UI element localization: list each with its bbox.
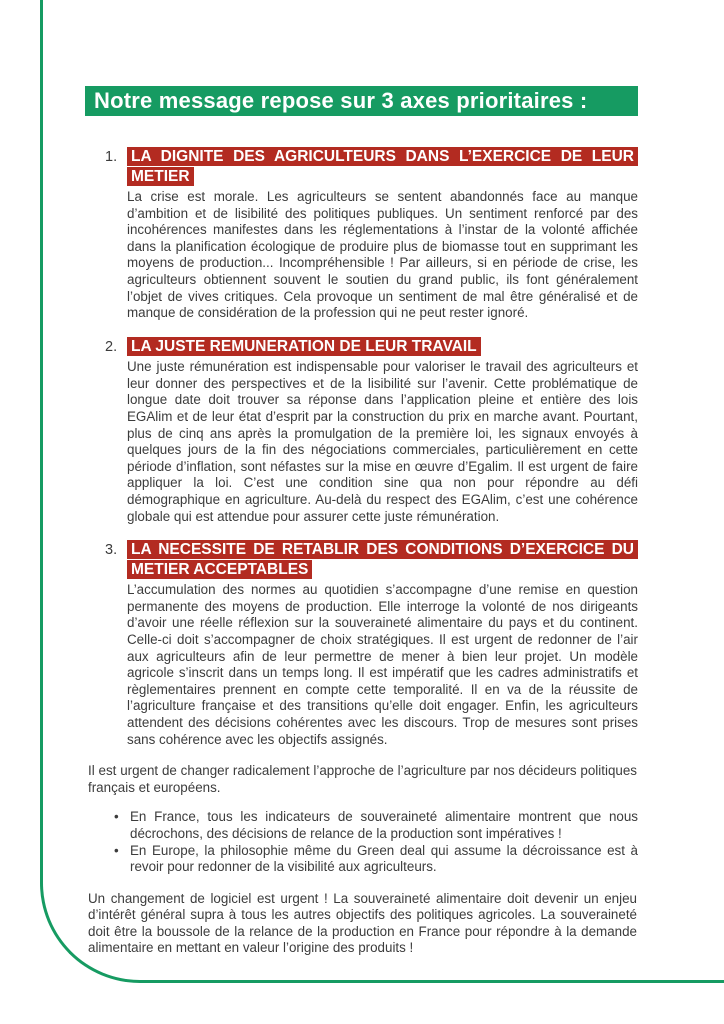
page-title-banner (85, 86, 638, 116)
bullet-list (85, 809, 638, 875)
section-3-title-text: LA NECESSITE DE RETABLIR DES CONDITIONS D’EXERCICE DU METIER ACCEPTABLES (127, 540, 638, 579)
section-3-number: 3. (105, 542, 118, 559)
closing-paragraph: Un changement de logiciel est urgent ! La souveraineté alimentaire doit devenir un enjeu d’intérêt général supra à tous les autres objectifs des politiques agricoles. La souveraineté doit être la boussole de la relance de la production en France pour répondre à la demande alimentaire en mettant en valeur l’origine des produits ! (88, 890, 637, 956)
section-1-paragraph: La crise est morale. Les agriculteurs se sentent abandonnés face au manque d’ambition et de lisibilité des politiques publiques. Un sentiment renforcé par des incohérences manifestes dans les réglementations à l’instar de la volonté affichée dans la planification écologique de produire plus de biomasse tout en supprimant les moyens de production... Incompréhensible ! Par ailleurs, si en période de crise, les agriculteurs obtiennent souvent le soutien du grand public, ils font généralement l’objet de vives critiques. Cela provoque un sentiment de mal être généralisé et de manque de considération de la profession qui ne peut rester ignoré. (127, 189, 638, 321)
bullet-item-europe (114, 843, 638, 876)
section-3 (85, 540, 638, 748)
section-1-title-text: LA DIGNITE DES AGRICULTEURS DANS L’EXERCICE DE LEUR METIER (127, 147, 638, 186)
bullet-item-france-text: En France, tous les indicateurs de souveraineté alimentaire montrent que nous décrochons, des décisions de relance de la production sont impératives ! (130, 809, 638, 841)
bullet-item-europe-text: En Europe, la philosophie même du Green deal qui assume la décroissance est à revoir pour redonner de la visibilité aux agriculteurs. (130, 842, 638, 875)
page-content (85, 86, 638, 957)
section-2-paragraph: Une juste rémunération est indispensable pour valoriser le travail des agriculteurs et leur donner des perspectives et de la lisibilité sur l’avenir. Cette problématique de longue date doit trouver sa réponse dans l’application pleine et entière des lois EGAlim et de leur état d’esprit par la construction du prix en marche avant. Pourtant, plus de cinq ans après la promulgation de la première loi, les signaux envoyés à quelques jours de la fin des négociations commerciales, particulièrement en cette période d’inflation, sont néfastes sur la mise en œuvre d’Egalim. Il est urgent de faire appliquer la loi. C’est une condition sine qua non pour répondre au défi démographique en agriculture. Au-delà du respect des EGAlim, c’est une cohérence globale qui est attendue pour assurer cette juste rémunération. (127, 359, 638, 524)
section-1-title (127, 147, 638, 186)
section-2-body (127, 337, 638, 525)
section-2-title-text: LA JUSTE REMUNERATION DE LEUR TRAVAIL (127, 337, 481, 356)
section-2-number: 2. (105, 338, 118, 355)
page-title: Notre message repose sur 3 axes prioritaires : (94, 88, 588, 113)
section-2 (85, 337, 638, 525)
section-3-body (127, 540, 638, 748)
section-1 (85, 147, 638, 322)
bullet-icon: • (114, 842, 119, 858)
intro-paragraph: Il est urgent de changer radicalement l’approche de l’agriculture par nos décideurs politiques français et européens. (88, 763, 637, 795)
bullet-icon: • (114, 809, 119, 825)
section-3-title (127, 540, 638, 579)
section-2-title (127, 337, 638, 357)
section-1-body (127, 147, 638, 322)
section-3-paragraph: L’accumulation des normes au quotidien s’accompagne d’une remise en question permanente des moyens de production. Elle interroge la volonté de nos dirigeants d’avoir une réelle réflexion sur la souveraineté alimentaire du pays et du continent. Celle-ci doit s’accompagner de choix stratégiques. Il est urgent de redonner de l’air aux agriculteurs afin de leur permettre de mener à bien leur projet. Un modèle agricole s’inscrit dans un temps long. Il est impératif que les cadres administratifs et règlementaires prennent en compte cette temporalité. Il en va de la réussite de l’agriculture française et des transitions qu’elle doit engager. Enfin, les agriculteurs attendent des décisions cohérentes avec les discours. Trop de mesures sont prises sans cohérence avec les objectifs assignés. (127, 582, 638, 747)
bullet-item-france (114, 809, 638, 842)
section-1-number: 1. (105, 149, 118, 165)
